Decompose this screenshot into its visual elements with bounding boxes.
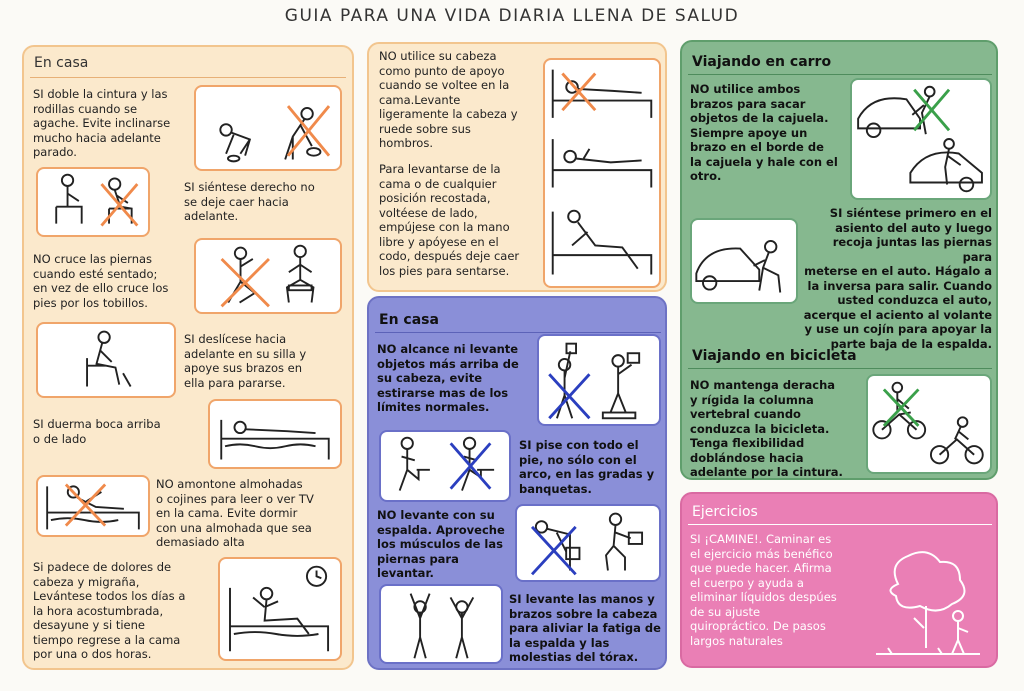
bicycle-illustration [866,374,992,474]
viajando-bicicleta-heading: Viajando en bicicleta [692,348,857,364]
page-title: GUIA PARA UNA VIDA DIARIA LLENA DE SALUD [284,6,740,26]
tip-get-up-from-bed: Para levantarse de la cama o de cualquier posición recostada, voltéese de lado, empújese con la mano libre y apóyese en el codo, después deje caer los pies para sentarse. [379,162,520,278]
tip-headache-rest: Si padece de dolores de cabeza y migraña, Levántese todos los días a la hora acostumbrada, desayune y si tiene tiempo regrese a la cama por una o dos horas. [33,560,186,661]
ejercicios-panel [680,492,998,668]
tip-no-head-support: NO utilice su cabeza como punto de apoyo cuando se voltee en la cama.Levante ligeramente la cabeza y ruede sobre sus hombros. [379,49,518,150]
en-casa-blue-panel [367,296,667,670]
lifting-box-illustration [515,504,661,582]
bed-tips-panel [367,42,667,292]
bending-person-illustration [194,85,342,171]
reaching-high-illustration [537,334,661,426]
en-casa-blue-heading: En casa [379,312,439,328]
chair-slide-illustration [36,322,176,398]
ejercicios-heading: Ejercicios [692,504,758,520]
en-casa-heading: En casa [34,55,89,71]
crossed-legs-illustration [194,238,342,314]
tip-no-reach-high: NO alcance ni levante objetos más arriba de su cabeza, evite estirarse mas de los límites normales. [377,342,519,414]
pillows-bed-illustration [36,475,150,537]
roll-in-bed-illustration [543,58,661,288]
rest-in-bed-clock-illustration [218,557,342,661]
viajando-carro-panel [680,40,998,480]
tip-no-pillows: NO amontone almohadas o cojines para leer o ver TV en la cama. Evite dormir con una almohada que sea demasiado alta [156,477,314,549]
tip-walk: SI ¡CAMINE!. Caminar es el ejercicio más benéfico que puede hacer. Afirma el cuerpo y ayuda a eliminar líquidos despúes de su ajuste quiropráctico. De pasos largos naturales [690,532,837,648]
en-casa-panel [22,45,354,670]
sleeping-person-illustration [208,399,342,469]
tip-full-foot-steps: SI pise con todo el pie, no sólo con el arco, en las gradas y banquetas. [519,438,655,496]
tip-bend-knees: SI doble la cintura y las rodillas cuando se agache. Evite inclinarse mucho hacia adelante parado. [33,87,171,159]
tip-enter-car: SI siéntese primero en el asiento del auto y luego recoja juntas las piernas para meterse en el auto. Hágalo a la inversa para salir. Cuando usted conduzca el auto, acerque el aciento al volante y use un cojín para apoyar la parte baja de la espalda. [803,206,992,351]
tip-sleep-position: SI duerma boca arriba o de lado [33,417,161,446]
tip-bicycle-posture: NO mantenga deracha y rígida la columna vertebral cuando conduzca la bicicleta. Tenga flexibilidad doblándose hacia adelante por la cintura. [690,378,843,479]
tip-raise-arms: SI levante las manos y brazos sobre la cabeza para aliviar la fatiga de la espalda y las molestias del tórax. [509,592,661,664]
steps-illustration [379,430,511,502]
tip-sit-straight: SI siéntese derecho no se deje caer hacia adelante. [184,180,315,223]
car-trunk-illustration [850,78,992,200]
tip-no-cross-legs: NO cruce las piernas cuando esté sentado; en vez de ello cruce los pies por los tobillos. [33,252,169,310]
tip-slide-forward: SI deslícese hacia adelante en su silla y apoye sus brazos en ella para pararse. [184,332,307,390]
sitting-person-illustration [36,167,150,237]
tree-illustration [868,544,988,662]
tip-trunk-objects: NO utilice ambos brazos para sacar objetos de la cajuela. Siempre apoye un brazo en el borde de la cajuela y hale con el otro. [690,82,838,183]
entering-car-illustration [690,218,798,304]
stretching-arms-illustration [379,584,503,664]
tip-lift-with-legs: NO levante con su espalda. Aproveche los músculos de las piernas para levantar. [377,508,505,580]
viajando-carro-heading: Viajando en carro [692,54,832,70]
